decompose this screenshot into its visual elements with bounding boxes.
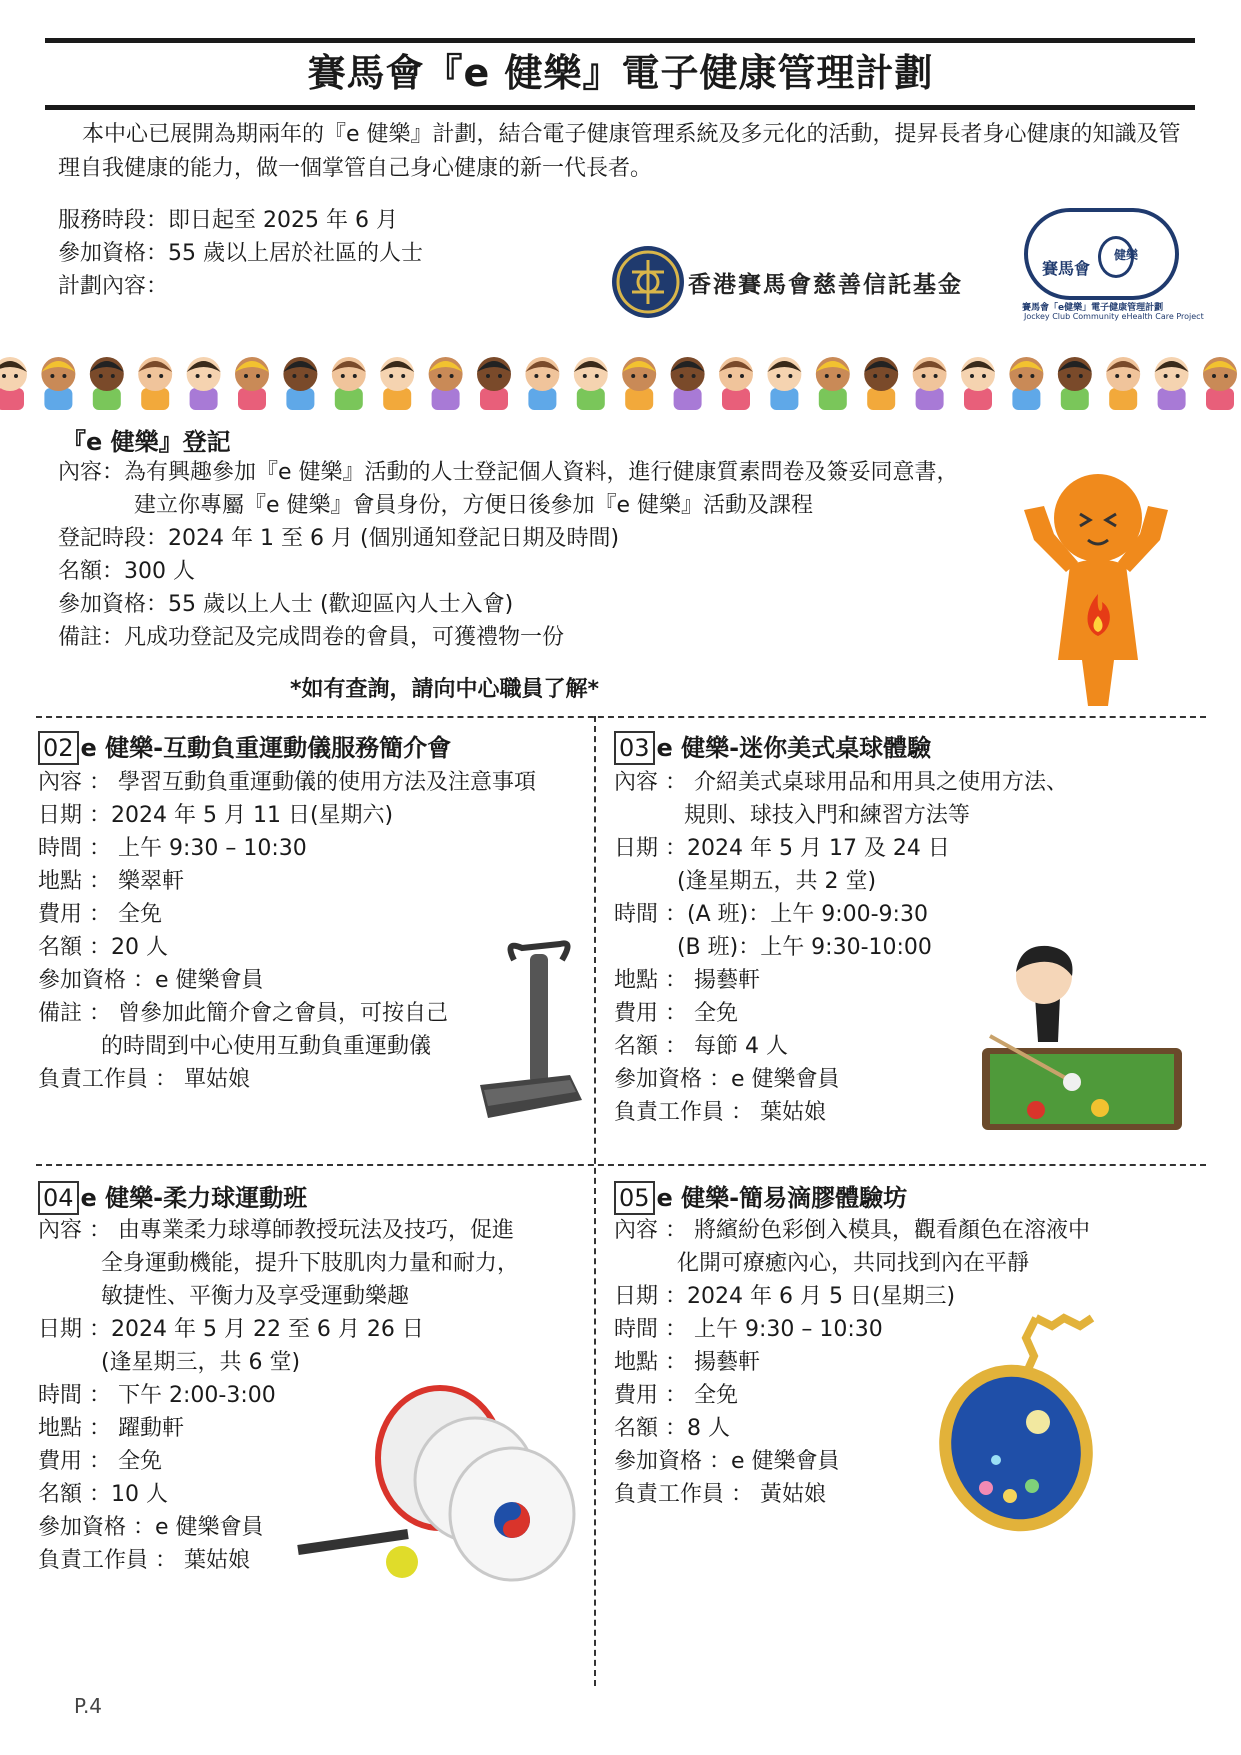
box02-remark-cont: 的時間到中心使用互動負重運動儀 xyxy=(38,1034,431,1059)
hkjc-logo-text: 香港賽馬會慈善信託基金 xyxy=(688,271,963,298)
box02-staff: 負責工作員 ： 單姑娘 xyxy=(38,1067,250,1092)
box04-quota: 名額 ：10 人 xyxy=(38,1482,168,1507)
kid-face-icon xyxy=(671,357,705,410)
box05-time: 時間 ： 上午 9:30 – 10:30 xyxy=(614,1317,883,1342)
box04-date: 日期 ：2024 年 5 月 22 至 6 月 26 日 xyxy=(38,1317,424,1342)
box02-remark: 備註 ： 曾參加此簡介會之會員，可按自己 xyxy=(38,1001,448,1026)
kid-face-icon xyxy=(1106,357,1140,410)
ehealth-logo-subtitle: 賽馬會「e健樂」電子健康管理計劃 xyxy=(1022,303,1164,313)
kid-face-icon xyxy=(525,357,559,410)
box05-fee: 費用 ： 全免 xyxy=(614,1383,738,1408)
kid-face-icon xyxy=(1155,357,1189,410)
ehealth-logo-subtitle-en: Jockey Club Community eHealth Care Project xyxy=(1024,312,1204,321)
box03-venue: 地點 ： 揚藝軒 xyxy=(614,968,760,993)
kid-face-icon xyxy=(187,357,221,410)
box03-date-note: (逢星期五，共 2 堂) xyxy=(614,869,877,894)
box05-quota: 名額 ：8 人 xyxy=(614,1416,730,1441)
box02-eligibility: 參加資格 ：e 健樂會員 xyxy=(38,968,264,993)
box04-staff: 負責工作員 ： 葉姑娘 xyxy=(38,1548,250,1573)
box04-content-cont1: 全身運動機能，提升下肢肌肉力量和耐力， xyxy=(38,1251,519,1276)
box05-number: 05 xyxy=(614,1181,655,1215)
kid-face-icon xyxy=(1203,357,1237,410)
box02-date: 日期 ：2024 年 5 月 11 日(星期六) xyxy=(38,803,394,828)
page-title: 賽馬會『e 健樂』電子健康管理計劃 xyxy=(307,51,934,95)
ehealth-logo-tag: 健樂 xyxy=(1114,248,1139,262)
box05-staff: 負責工作員 ： 黃姑娘 xyxy=(614,1482,826,1507)
box03-title-text: e 健樂-迷你美式桌球體驗 xyxy=(656,734,932,762)
registration-remark: 備註：凡成功登記及完成問卷的會員，可獲禮物一份 xyxy=(58,625,565,650)
box05-content: 內容 ： 將繽紛色彩倒入模具，觀看顏色在溶液中 xyxy=(614,1218,1090,1243)
divider-vertical xyxy=(594,716,596,1686)
kid-face-icon xyxy=(767,357,801,410)
registration-content-line2: 建立你專屬『e 健樂』會員身份，方便日後參加『e 健樂』活動及課程 xyxy=(134,493,814,518)
registration-eligibility: 參加資格：55 歲以上人士 (歡迎區內人士入會) xyxy=(58,592,514,617)
box03-time-b: (B 班)：上午 9:30-10:00 xyxy=(614,935,932,960)
box02-details xyxy=(38,766,536,1096)
box04-content: 內容 ： 由專業柔力球導師教授玩法及技巧，促進 xyxy=(38,1218,514,1243)
hkjc-logo-icon xyxy=(612,246,684,318)
box02-content: 內容 ： 學習互動負重運動儀的使用方法及注意事項 xyxy=(38,770,536,795)
kid-face-icon xyxy=(477,357,511,410)
ehealth-e-icon xyxy=(1098,236,1134,278)
page-number: P.4 xyxy=(74,1694,103,1718)
orange-mascot-illustration xyxy=(1010,470,1180,710)
box02-title-text: e 健樂-互動負重運動儀服務簡介會 xyxy=(80,734,452,762)
box05-content-cont: 化開可療癒內心，共同找到內在平靜 xyxy=(614,1251,1029,1276)
box04-number: 04 xyxy=(38,1181,79,1215)
box02-quota: 名額 ：20 人 xyxy=(38,935,168,960)
box04-venue: 地點 ： 躍動軒 xyxy=(38,1416,184,1441)
registration-period: 登記時段：2024 年 1 至 6 月 (個別通知登記日期及時間) xyxy=(58,526,620,551)
kid-face-icon xyxy=(90,357,124,410)
kid-face-icon xyxy=(332,357,366,410)
kid-face-icon xyxy=(283,357,317,410)
box05-title-text: e 健樂-簡易滴膠體驗坊 xyxy=(656,1184,908,1212)
kid-face-icon xyxy=(138,357,172,410)
box04-title-text: e 健樂-柔力球運動班 xyxy=(80,1184,308,1212)
box05-venue: 地點 ： 揚藝軒 xyxy=(614,1350,760,1375)
kid-face-icon xyxy=(429,357,463,410)
box03-fee: 費用 ： 全免 xyxy=(614,1001,738,1026)
registration-content-line1: 內容：為有興趣參加『e 健樂』活動的人士登記個人資料，進行健康質素問卷及簽妥同意書， xyxy=(58,460,959,485)
kid-face-icon xyxy=(1058,357,1092,410)
box04-date-note: (逢星期三，共 6 堂) xyxy=(38,1350,301,1375)
enquiry-note: *如有查詢，請向中心職員了解* xyxy=(290,677,600,702)
kid-face-icon xyxy=(235,357,269,410)
box03-title xyxy=(614,728,931,765)
box03-time-a: 時間 ：(A 班)：上午 9:00-9:30 xyxy=(614,902,928,927)
kid-face-icon xyxy=(961,357,995,410)
box03-content: 內容 ： 介紹美式桌球用品和用具之使用方法、 xyxy=(614,770,1068,795)
kid-face-icon xyxy=(41,357,75,410)
box02-number: 02 xyxy=(38,731,79,765)
billiards-player-illustration xyxy=(980,936,1186,1132)
eligibility: 參加資格：55 歲以上居於社區的人士 xyxy=(58,241,423,266)
box05-date: 日期 ：2024 年 6 月 5 日(星期三) xyxy=(614,1284,956,1309)
box04-time: 時間 ： 下午 2:00-3:00 xyxy=(38,1383,276,1408)
registration-quota: 名額：300 人 xyxy=(58,559,195,584)
box03-staff: 負責工作員 ： 葉姑娘 xyxy=(614,1100,826,1125)
kid-face-icon xyxy=(574,357,608,410)
resin-pendant-illustration xyxy=(926,1310,1126,1540)
box02-time: 時間 ： 上午 9:30 – 10:30 xyxy=(38,836,307,861)
service-period: 服務時段：即日起至 2025 年 6 月 xyxy=(58,208,398,233)
registration-title: 『e 健樂』登記 xyxy=(62,428,231,456)
kid-face-icon xyxy=(719,357,753,410)
vibration-machine-illustration xyxy=(470,940,590,1125)
kid-face-icon xyxy=(380,357,414,410)
children-border-illustration xyxy=(0,350,1241,410)
intro-paragraph: 本中心已展開為期兩年的『e 健樂』計劃，結合電子健康管理系統及多元化的活動，提昇長者身心健康的知識及管理自我健康的能力，做一個掌管自己身心健康的新一代長者。 xyxy=(58,122,1181,181)
kid-face-icon xyxy=(913,357,947,410)
box04-content-cont2: 敏捷性、平衡力及享受運動樂趣 xyxy=(38,1284,409,1309)
box02-venue: 地點 ： 樂翠軒 xyxy=(38,869,184,894)
box05-eligibility: 參加資格 ：e 健樂會員 xyxy=(614,1449,840,1474)
plan-content-label: 計劃內容： xyxy=(58,274,169,299)
box03-number: 03 xyxy=(614,731,655,765)
box03-quota: 名額 ： 每節 4 人 xyxy=(614,1034,788,1059)
kid-face-icon xyxy=(864,357,898,410)
kid-face-icon xyxy=(622,357,656,410)
box02-fee: 費用 ： 全免 xyxy=(38,902,162,927)
kid-face-icon xyxy=(816,357,850,410)
divider-horizontal-top xyxy=(36,716,1206,718)
box04-fee: 費用 ： 全免 xyxy=(38,1449,162,1474)
kid-face-icon xyxy=(1009,357,1043,410)
ehealth-logo-name: 賽馬會 xyxy=(1042,259,1091,278)
divider-horizontal-middle xyxy=(36,1164,1206,1166)
box05-title xyxy=(614,1178,907,1215)
box02-title xyxy=(38,728,451,765)
box04-eligibility: 參加資格 ：e 健樂會員 xyxy=(38,1515,264,1540)
box03-eligibility: 參加資格 ：e 健樂會員 xyxy=(614,1067,840,1092)
box03-date: 日期 ：2024 年 5 月 17 及 24 日 xyxy=(614,836,950,861)
kid-face-icon xyxy=(0,357,27,410)
taichi-racket-illustration xyxy=(290,1384,580,1584)
box04-title xyxy=(38,1178,307,1215)
box03-content-cont: 規則、球技入門和練習方法等 xyxy=(614,803,970,828)
